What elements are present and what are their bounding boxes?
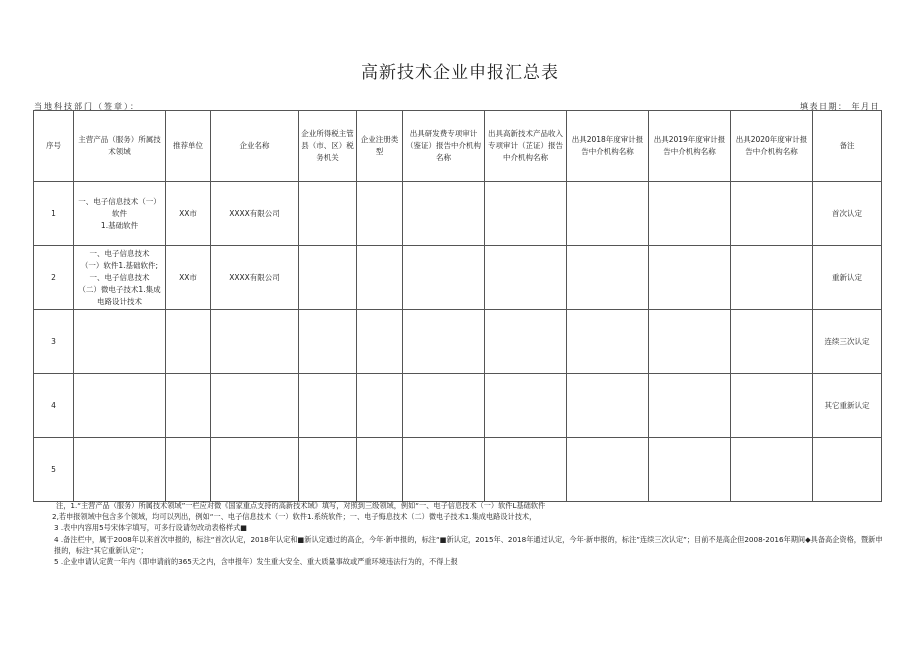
product-income-audit-agency-cell	[485, 246, 567, 310]
audit-2019-agency-cell	[649, 182, 731, 246]
rd-audit-agency-cell	[403, 310, 485, 374]
registration-type-cell	[357, 246, 403, 310]
audit-2018-agency-cell	[567, 246, 649, 310]
remark-cell: 其它重新认定	[813, 374, 882, 438]
tech-field-cell	[74, 374, 166, 438]
recommending-unit-cell	[166, 310, 211, 374]
audit-2019-agency-cell	[649, 246, 731, 310]
audit-2020-agency-cell	[731, 374, 813, 438]
page-title: 高新技术企业申报汇总表	[361, 63, 559, 83]
table-row	[34, 374, 882, 438]
table-row	[34, 438, 882, 502]
company-name-cell: XXXX有限公司	[211, 246, 299, 310]
audit-2018-agency-cell	[567, 182, 649, 246]
col-header: 企业名称	[211, 111, 299, 182]
rd-audit-agency-cell	[403, 246, 485, 310]
row-number: 2	[34, 246, 74, 310]
note-2: 2,若申报领域中包含多个领域，均可以列出，例如“一、电子信息技术（一）软件1.系统软件；一、电子悔息技术（二）微电子技术1.集成电路设计技术，	[52, 512, 537, 522]
table-row	[34, 246, 882, 310]
audit-2019-agency-cell	[649, 310, 731, 374]
tech-field-cell: 一、电子信息技术（一）软件 1.基础软件	[74, 182, 166, 246]
note-1: 注，1.“主营产品（服务）所属技术领域”一栏应对微《国家重点支持的高新技术域》填写，对照到三级领域，例如“一、电子信息技术（一）软件L基础软件	[56, 501, 546, 510]
rd-audit-agency-cell	[403, 438, 485, 502]
recommending-unit-cell	[166, 374, 211, 438]
product-income-audit-agency-cell	[485, 438, 567, 502]
col-header: 出具2018年度审计报告中介机构名称	[567, 111, 649, 182]
col-header: 出具高新技术产品收入专项审计（芷证）报告中介机构名称	[485, 111, 567, 182]
audit-2020-agency-cell	[731, 438, 813, 502]
product-income-audit-agency-cell	[485, 374, 567, 438]
table-row	[34, 182, 882, 246]
company-name-cell	[211, 438, 299, 502]
recommending-unit-cell	[166, 438, 211, 502]
audit-2019-agency-cell	[649, 438, 731, 502]
registration-type-cell	[357, 310, 403, 374]
col-header: 企业所得税主管县（市、区）税务机关	[299, 111, 357, 182]
tech-field-cell	[74, 438, 166, 502]
audit-2020-agency-cell	[731, 182, 813, 246]
tax-authority-cell	[299, 438, 357, 502]
recommending-unit-cell: XX市	[166, 182, 211, 246]
tech-field-cell: 一、电子信息技术 （一）软件1.基础软件; 一、电子信息技术 （二）微电子技术1.集成 电路设计技术	[74, 246, 166, 310]
col-header: 推荐单位	[166, 111, 211, 182]
company-name-cell	[211, 310, 299, 374]
audit-2018-agency-cell	[567, 310, 649, 374]
audit-2018-agency-cell	[567, 438, 649, 502]
department-seal-label: 当地科技部门（签章）：	[34, 102, 140, 111]
registration-type-cell	[357, 182, 403, 246]
recommending-unit-cell: XX市	[166, 246, 211, 310]
col-header: 出具2020年度审计报告中介机构名称	[731, 111, 813, 182]
tax-authority-cell	[299, 310, 357, 374]
product-income-audit-agency-cell	[485, 182, 567, 246]
col-header: 出具研发费专项审计（鉴证）报告中介机构名称	[403, 111, 485, 182]
remark-cell: 首次认定	[813, 182, 882, 246]
registration-type-cell	[357, 374, 403, 438]
col-header: 主营产品（服务）所属技术领域	[74, 111, 166, 182]
remark-cell: 重新认定	[813, 246, 882, 310]
remark-cell	[813, 438, 882, 502]
note-5: 5 .企业申请认定黄一年内（即申请前的365天之内，含申报年）发生重大安全、重大质量事故或严重环境违法行为的，不得上报	[54, 557, 458, 567]
row-number: 5	[34, 438, 74, 502]
table-header-row	[34, 111, 882, 182]
tax-authority-cell	[299, 374, 357, 438]
col-header: 备注	[813, 111, 882, 182]
col-header: 序号	[34, 111, 74, 182]
row-number: 3	[34, 310, 74, 374]
note-3: 3 .表中内容用5号宋体字填写，可多行设请勿改动表格样式■	[54, 523, 248, 533]
notes-section	[34, 500, 884, 567]
registration-type-cell	[357, 438, 403, 502]
note-4: 4 .备注栏中，属于2008年以来首次申报的，标注“首次认定，2018年认定和■新认定通过的高企，今年·新申报的，标注“■新认定，2015年、2018年通过认定，今年·新申报的，标注”连续三次认定”；目前不是高企但2008-2016年期间◆具备高企资格，暨新申报的，标注“其它重新认定”；	[54, 534, 883, 555]
fill-date-label: 填表日期： 年月日	[799, 102, 880, 111]
rd-audit-agency-cell	[403, 374, 485, 438]
remark-cell: 连续三次认定	[813, 310, 882, 374]
row-number: 1	[34, 182, 74, 246]
rd-audit-agency-cell	[403, 182, 485, 246]
audit-2018-agency-cell	[567, 374, 649, 438]
row-number: 4	[34, 374, 74, 438]
audit-2020-agency-cell	[731, 310, 813, 374]
summary-table	[33, 110, 882, 502]
audit-2019-agency-cell	[649, 374, 731, 438]
product-income-audit-agency-cell	[485, 310, 567, 374]
company-name-cell: XXXX有限公司	[211, 182, 299, 246]
tax-authority-cell	[299, 246, 357, 310]
company-name-cell	[211, 374, 299, 438]
tax-authority-cell	[299, 182, 357, 246]
tech-field-cell	[74, 310, 166, 374]
table-row	[34, 310, 882, 374]
col-header: 企业注册类型	[357, 111, 403, 182]
audit-2020-agency-cell	[731, 246, 813, 310]
col-header: 出具2019年度审计报告中介机构名称	[649, 111, 731, 182]
